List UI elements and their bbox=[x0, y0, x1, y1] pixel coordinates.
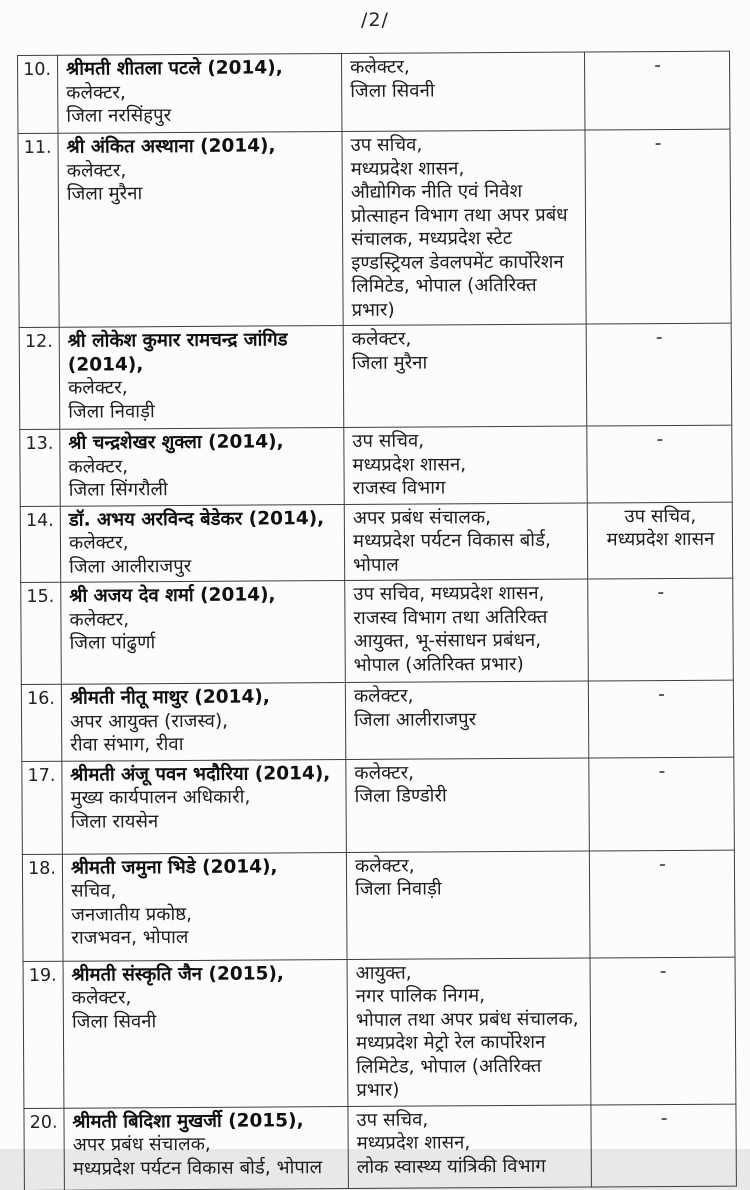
current-post-line: जिला सिंगरौली bbox=[68, 479, 168, 501]
serial-cell bbox=[22, 854, 63, 961]
officer-cell bbox=[58, 132, 343, 328]
remark-cell bbox=[589, 757, 735, 851]
current-post-line: रीवा संभाग, रीवा bbox=[70, 733, 184, 756]
serial-number: 15. bbox=[26, 586, 55, 607]
table-row bbox=[22, 757, 735, 854]
current-post-line: जिला नरसिंहपुर bbox=[66, 105, 172, 127]
serial-cell bbox=[23, 961, 64, 1108]
new-posting-cell bbox=[348, 1105, 591, 1188]
new-posting-line: मध्यप्रदेश शासन, bbox=[350, 157, 465, 180]
new-posting-line: कलेक्टर, bbox=[350, 56, 410, 78]
current-post-line: राजभवन, भोपाल bbox=[71, 926, 189, 949]
officer-name-line: श्रीमती बिदिशा मुखर्जी (2015), bbox=[72, 1109, 304, 1133]
officer-cell bbox=[64, 1106, 348, 1190]
officer-name-line: श्रीमती संस्कृति जैन (2015), bbox=[71, 962, 284, 986]
serial-number: 13. bbox=[25, 433, 54, 454]
serial-number: 18. bbox=[28, 858, 57, 879]
new-posting-line: भोपाल तथा अपर प्रबंध संचालक, bbox=[355, 1008, 579, 1031]
remark-line: - bbox=[658, 684, 665, 706]
transfer-table bbox=[17, 51, 737, 1190]
current-post-line: अपर आयुक्त (राजस्व), bbox=[70, 710, 229, 733]
new-posting-line: कलेक्टर, bbox=[354, 762, 415, 784]
officer-cell bbox=[62, 852, 347, 961]
current-post-line: जिला सिवनी bbox=[71, 1010, 157, 1033]
current-post-line: जिला रायसेन bbox=[70, 810, 159, 833]
officer-name-line: श्री चन्द्रशेखर शुक्ला (2014), bbox=[68, 431, 284, 454]
current-post-line: कलेक्टर, bbox=[66, 81, 126, 104]
officer-cell bbox=[60, 504, 344, 582]
new-posting-line: उप सचिव, bbox=[356, 1109, 429, 1131]
officer-cell bbox=[59, 326, 344, 430]
remark-line: - bbox=[660, 1107, 668, 1129]
officer-name-line: डॉ. अभय अरविन्द बेडेकर (2014), bbox=[68, 507, 325, 531]
officer-cell bbox=[61, 683, 345, 761]
new-posting-cell bbox=[342, 130, 586, 325]
remark-line: - bbox=[659, 853, 666, 875]
officer-name-line: श्रीमती जमुना भिडे (2014), bbox=[70, 855, 278, 879]
serial-cell bbox=[22, 761, 63, 854]
current-post-line: कलेक्टर, bbox=[68, 532, 129, 554]
remark-line: - bbox=[657, 582, 665, 604]
current-post-line: मुख्य कार्यपालन अधिकारी, bbox=[70, 786, 251, 809]
officer-cell bbox=[58, 54, 342, 134]
new-posting-line: आयुक्त, भू-संसाधन प्रबंधन, bbox=[353, 629, 542, 652]
new-posting-line: औद्योगिक नीति एवं निवेश bbox=[350, 180, 523, 203]
serial-cell bbox=[24, 1108, 65, 1190]
new-posting-line: मध्यप्रदेश मेट्रो रेल कार्पोरेशन bbox=[355, 1031, 546, 1054]
remark-cell bbox=[587, 502, 732, 579]
table-row bbox=[20, 425, 732, 506]
remark-line: - bbox=[656, 429, 664, 451]
new-posting-line: नगर पालिक निगम, bbox=[355, 985, 486, 1007]
current-post-line: जिला निवाड़ी bbox=[68, 400, 155, 423]
remark-cell bbox=[586, 323, 732, 426]
new-posting-line: उप सचिव, मध्यप्रदेश शासन, bbox=[353, 582, 545, 605]
new-posting-cell bbox=[344, 503, 587, 581]
new-posting-line: जिला निवाड़ी bbox=[355, 878, 442, 900]
table-row bbox=[22, 850, 735, 961]
serial-cell bbox=[20, 506, 60, 583]
officer-name-line: श्री अजय देव शर्मा (2014), bbox=[69, 584, 276, 607]
remark-line: उप सचिव, bbox=[624, 505, 697, 527]
remark-line: - bbox=[655, 327, 663, 349]
serial-number: 20. bbox=[29, 1112, 58, 1133]
officer-cell bbox=[60, 428, 344, 506]
new-posting-line: अपर प्रबंध संचालक, bbox=[352, 506, 492, 529]
serial-cell bbox=[19, 327, 60, 429]
current-post-line: कलेक्टर, bbox=[66, 159, 127, 182]
new-posting-cell bbox=[346, 851, 590, 959]
table-row bbox=[23, 957, 736, 1108]
remark-line: - bbox=[658, 760, 666, 782]
new-posting-line: भोपाल bbox=[353, 554, 399, 576]
current-post-line: जनजातीय प्रकोष्ठ, bbox=[71, 903, 193, 926]
new-posting-cell bbox=[341, 52, 584, 131]
new-posting-line: उप सचिव, bbox=[352, 430, 425, 452]
table-row bbox=[24, 1104, 736, 1190]
new-posting-line: राजस्व विभाग bbox=[352, 477, 446, 499]
new-posting-line: मध्यप्रदेश पर्यटन विकास बोर्ड, bbox=[352, 529, 551, 552]
officer-name-line: श्रीमती अंजू पवन भदौरिया (2014), bbox=[70, 762, 331, 786]
officer-name-line: श्रीमती नीतू माथुर (2014), bbox=[69, 686, 270, 709]
new-posting-line: जिला मुरैना bbox=[351, 351, 428, 374]
remark-cell bbox=[584, 51, 729, 130]
new-posting-line: राजस्व विभाग तथा अतिरिक्त bbox=[353, 606, 548, 629]
officer-name-line: (2014), bbox=[67, 353, 144, 376]
serial-cell bbox=[20, 429, 60, 506]
new-posting-line: जिला डिण्डोरी bbox=[354, 785, 447, 807]
remark-cell bbox=[588, 680, 733, 757]
table-row bbox=[21, 578, 734, 684]
current-post-line: जिला आलीराजपुर bbox=[69, 555, 192, 578]
serial-cell bbox=[18, 133, 59, 327]
current-post-line: कलेक्टर, bbox=[71, 987, 132, 1009]
serial-number: 17. bbox=[27, 765, 56, 786]
serial-number: 12. bbox=[24, 331, 53, 352]
remark-line: - bbox=[659, 960, 667, 982]
remark-line: - bbox=[654, 133, 662, 155]
serial-number: 16. bbox=[27, 688, 55, 709]
remark-cell bbox=[585, 129, 731, 324]
new-posting-line: मध्यप्रदेश शासन, bbox=[356, 1132, 471, 1154]
page-number: /2/ bbox=[361, 9, 389, 31]
new-posting-cell bbox=[343, 324, 587, 427]
officer-cell bbox=[61, 581, 346, 685]
current-post-line: सचिव, bbox=[71, 880, 117, 902]
table-row bbox=[18, 129, 731, 327]
current-post-line: जिला पांढुर्णा bbox=[69, 632, 156, 654]
transfer-table-body bbox=[18, 51, 737, 1190]
remark-cell bbox=[588, 578, 734, 681]
new-posting-line: लोक स्वास्थ्य यांत्रिकी विभाग bbox=[356, 1155, 546, 1178]
officer-name-line: श्रीमती शीतला पटले (2014), bbox=[66, 57, 283, 80]
new-posting-line: जिला आलीराजपुर bbox=[354, 708, 477, 731]
new-posting-line: जिला सिवनी bbox=[350, 79, 435, 102]
serial-number: 14. bbox=[25, 510, 54, 531]
current-post-line: अपर प्रबंध संचालक, bbox=[72, 1133, 211, 1156]
officer-cell bbox=[63, 959, 348, 1108]
new-posting-cell bbox=[344, 426, 587, 504]
serial-cell bbox=[21, 684, 61, 761]
new-posting-line: भोपाल (अतिरिक्त प्रभार) bbox=[353, 653, 524, 676]
new-posting-line: प्रोत्साहन विभाग तथा अपर प्रबंध bbox=[350, 204, 568, 227]
new-posting-line: मध्यप्रदेश शासन, bbox=[352, 453, 467, 476]
table-row bbox=[20, 502, 732, 583]
serial-number: 11. bbox=[23, 137, 52, 158]
new-posting-cell bbox=[345, 681, 588, 759]
remark-line: मध्यप्रदेश शासन bbox=[606, 528, 715, 551]
new-posting-line: लिमिटेड, भोपाल (अतिरिक्त प्रभार) bbox=[351, 274, 537, 321]
officer-cell bbox=[62, 759, 347, 854]
current-post-line: मध्यप्रदेश पर्यटन विकास बोर्ड, भोपाल bbox=[72, 1156, 323, 1180]
new-posting-cell bbox=[346, 758, 590, 852]
remark-cell bbox=[589, 850, 735, 958]
table-row bbox=[19, 323, 732, 429]
remark-cell bbox=[587, 425, 732, 502]
new-posting-line: आयुक्त, bbox=[355, 962, 412, 984]
new-posting-cell bbox=[345, 579, 589, 682]
remark-cell bbox=[591, 1104, 736, 1187]
serial-number: 19. bbox=[28, 965, 57, 986]
table-row bbox=[18, 51, 730, 133]
remark-cell bbox=[590, 957, 736, 1105]
new-posting-line: कलेक्टर, bbox=[353, 685, 414, 707]
new-posting-line: कलेक्टर, bbox=[354, 855, 415, 877]
current-post-line: कलेक्टर, bbox=[67, 377, 128, 399]
remark-line: - bbox=[654, 55, 661, 77]
serial-number: 10. bbox=[23, 59, 52, 80]
officer-name-line: श्री अंकित अस्थाना (2014), bbox=[66, 135, 276, 158]
new-posting-line: कलेक्टर, bbox=[351, 328, 412, 350]
new-posting-cell bbox=[347, 958, 591, 1106]
new-posting-line: संचालक, मध्यप्रदेश स्टेट bbox=[351, 227, 513, 250]
table-row bbox=[21, 680, 733, 761]
serial-cell bbox=[18, 55, 58, 133]
officer-name-line: श्री लोकेश कुमार रामचन्द्र जांगिड bbox=[67, 329, 288, 352]
current-post-line: जिला मुरैना bbox=[66, 183, 143, 205]
new-posting-line: उप सचिव, bbox=[350, 134, 423, 156]
serial-cell bbox=[21, 582, 62, 684]
current-post-line: कलेक्टर, bbox=[68, 455, 129, 478]
new-posting-line: लिमिटेड, भोपाल (अतिरिक्त प्रभार) bbox=[356, 1055, 542, 1101]
new-posting-line: इण्डस्ट्रियल डेवलपमेंट कार्पोरेशन bbox=[351, 251, 564, 274]
current-post-line: कलेक्टर, bbox=[69, 608, 130, 631]
